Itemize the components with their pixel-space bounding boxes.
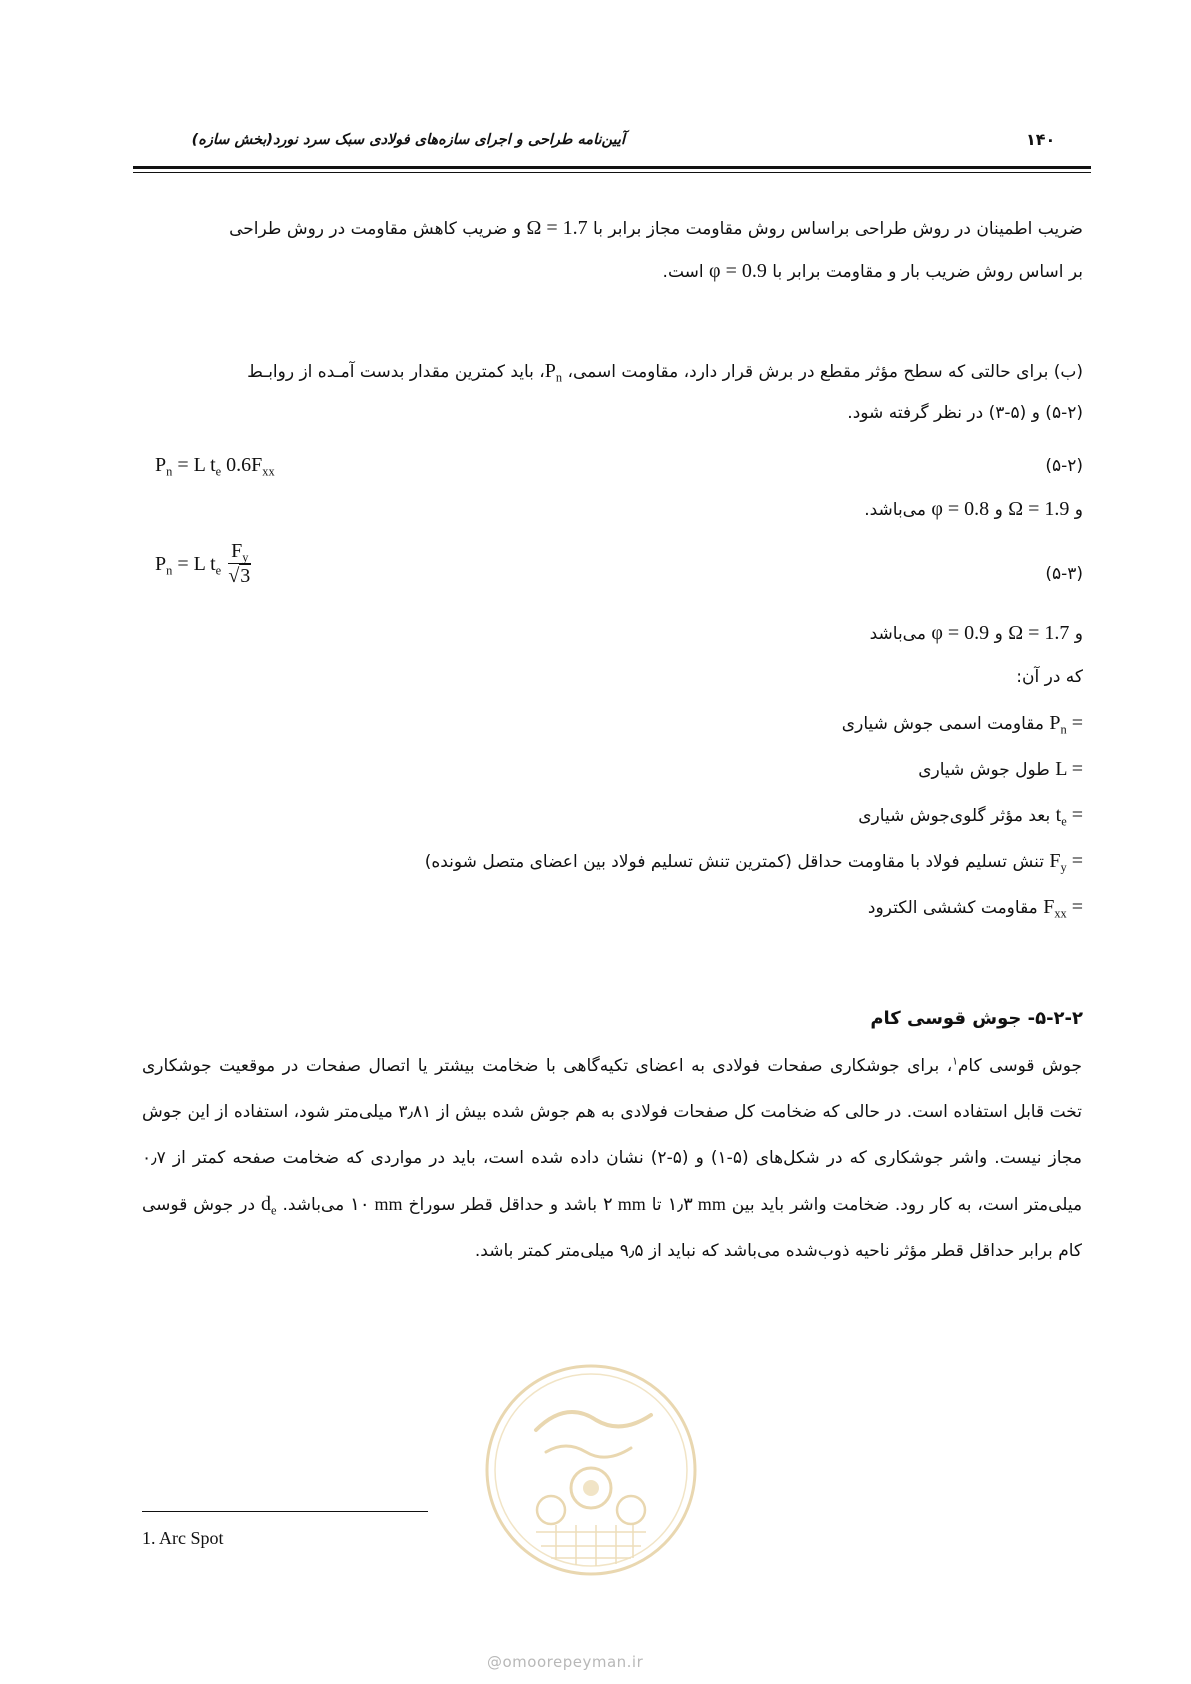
- definition-pn: $P_n$ = مقاومت اسمی جوش شیاری: [841, 712, 1083, 737]
- phi-0-8: φ = 0.8: [931, 498, 990, 520]
- header-rule-thin: [133, 172, 1091, 173]
- phi-value: φ = 0.9: [709, 260, 767, 282]
- footnote-rule: [142, 1511, 428, 1512]
- definition-te: $t_e$ = بعد مؤثر گلوی‌جوش شیاری: [858, 804, 1083, 829]
- running-header-title: آیین‌نامه طراحی و اجرای سازه‌های فولادی سبک سرد نورد(بخش سازه): [191, 132, 625, 148]
- pn-symbol: $P_n$: [544, 360, 563, 385]
- omega-1-7: Ω = 1.7: [1008, 622, 1070, 644]
- definition-fxx: $F_{xx}$ = مقاومت کششی الکترود: [867, 896, 1083, 921]
- intro-text-d: است.: [662, 262, 704, 282]
- fraction-fy-sqrt3: $\frac{F_y}{√3}$: [228, 540, 251, 587]
- equation-number-5-2: (۵-۲): [1045, 456, 1083, 476]
- case-b-line-1: [247, 360, 1083, 383]
- equation-5-2: $P_n = L$ $t_e$ $0.6F_{xx}$: [155, 454, 275, 479]
- header-rule-thick: [133, 166, 1091, 169]
- watermark-url: @omoorepeyman.ir: [487, 1653, 644, 1671]
- intro-text-c: بر اساس روش ضریب بار و مقاومت برابر با: [772, 262, 1083, 282]
- intro-text-b: و ضریب کاهش مقاومت در روش طراحی: [229, 219, 522, 239]
- case-b-text-a: (ب) برای حالتی که سطح مؤثر مقطع در برش قرار دارد، مقاومت اسمی،: [567, 362, 1083, 382]
- page-number: ۱۴۰: [1026, 130, 1056, 149]
- where-label: که در آن:: [1016, 667, 1083, 687]
- phi-0-9: φ = 0.9: [931, 622, 990, 644]
- case-b-text-b: ، باید کمترین مقدار بدست آمـده از روابـط: [247, 362, 545, 382]
- omega-value: Ω = 1.7: [526, 217, 588, 239]
- footnote-text: 1. Arc Spot: [142, 1528, 224, 1548]
- section-paragraph: جوش قوسی کام$^۱$، برای جوشکاری صفحات فولادی به اعضای تکیه‌گاهی با ضخامت بیشتر یا اتصال صفحات در موقعیت جوشکاری تخت قابل استفاده است. در حالی که ضخامت کل صفحات فولادی به هم جوش شده بیش از ۳٫۸۱ میلی‌متر شود، استفاده از این جوش مجاز نیست. واشر جوشکاری که در شکل‌های (۵-۱) و (۵-۲) نشان داده شده است، باید در مواردی که ضخامت صفحه کمتر از ۰٫۷ میلی‌متر است، به کار رود. ضخامت واشر باید بین ۱٫۳ mm تا ۲ mm باشد و حداقل قطر سوراخ ۱۰ mm می‌باشد. $d_e$ در جوش قوسی کام برابر حداقل قطر مؤثر ناحیه ذوب‌شده می‌باشد که نباید از ۹٫۵ میلی‌متر کمتر باشد.: [142, 1055, 1083, 1261]
- watermark-seal-logo: [481, 1360, 701, 1580]
- intro-line-1: [229, 217, 1083, 240]
- omega-1-9: Ω = 1.9: [1008, 498, 1070, 520]
- definition-l: L = طول جوش شیاری: [918, 758, 1083, 780]
- definition-fy: $F_y$ = تنش تسلیم فولاد با مقاومت حداقل (کمترین تنش تسلیم فولاد بین اعضای متصل شونده): [424, 850, 1083, 875]
- intro-text-a: ضریب اطمینان در روش طراحی براساس روش مقاومت مجاز برابر با: [593, 219, 1083, 239]
- eq2-coefficients: و Ω = 1.7 و φ = 0.9 می‌باشد: [869, 622, 1083, 644]
- equation-number-5-3: (۵-۳): [1045, 564, 1083, 584]
- equation-5-3: $P_n = L$ $t_e$ $\frac{F_y}{√3}$: [155, 540, 251, 587]
- de-symbol: $d_e$: [260, 1193, 277, 1218]
- washer-max-mm: ۲ mm: [603, 1194, 646, 1214]
- case-b-line-2: (۵-۲) و (۵-۳) در نظر گرفته شود.: [847, 403, 1083, 423]
- footnote-ref: ۱: [952, 1055, 958, 1068]
- intro-line-2: [663, 260, 1083, 283]
- washer-min-mm: ۱٫۳ mm: [667, 1194, 726, 1214]
- eq1-coefficients: و Ω = 1.9 و φ = 0.8 می‌باشد.: [864, 498, 1083, 520]
- section-heading: ۵-۲-۲- جوش قوسی کام: [870, 1008, 1083, 1029]
- hole-diameter-mm: ۱۰ mm: [350, 1194, 403, 1214]
